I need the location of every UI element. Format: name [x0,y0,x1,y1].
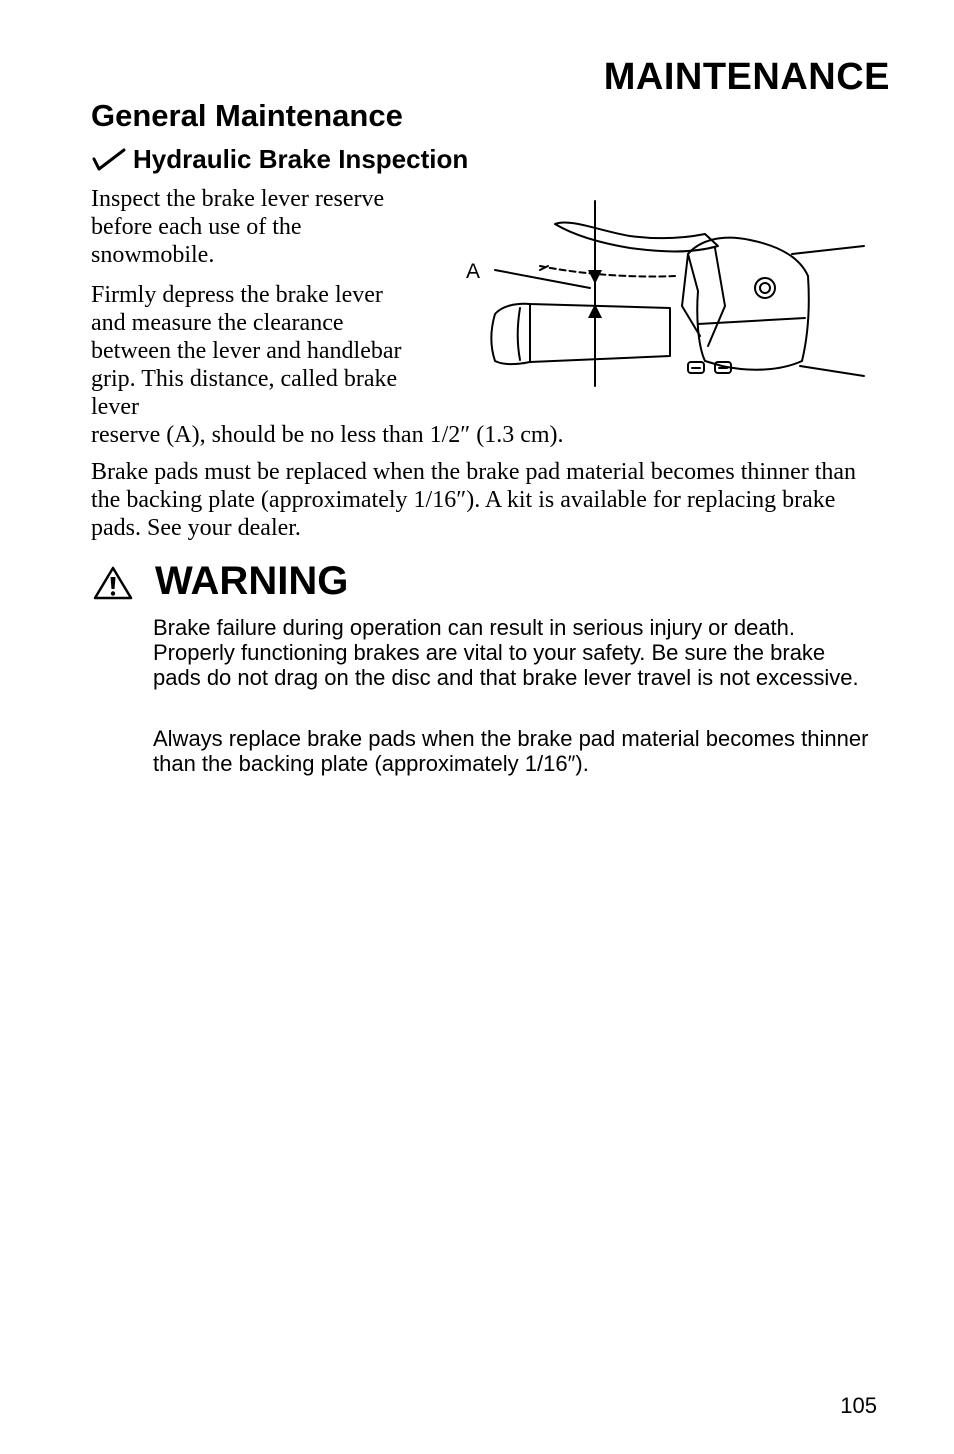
subsection-heading [91,144,468,175]
warning-title: WARNING [155,559,349,603]
page-number: 105 [840,1393,877,1418]
chapter-title: MAINTENANCE [603,56,890,98]
paragraph-depress: Firmly depress the brake lever and measure the clearance between the lever and handlebar grip. This distance, called brake lever [91,282,402,420]
figure-label-a: A [466,260,481,283]
warning-paragraph-failure: Brake failure during operation can result in serious injury or death. Properly functioning brakes are vital to your safety. Be sure the brake pads do not drag on the disc and that brake lever travel is not excessive. [153,615,859,690]
brake-lever-illustration [460,196,870,392]
paragraph-brake-pads: Brake pads must be replaced when the brake pad material becomes thinner than the backing plate (approximately 1/16″). A kit is available for replacing brake pads. See your dealer. [91,459,857,541]
section-title: General Maintenance [91,98,403,133]
paragraph-inspect: Inspect the brake lever reserve before each use of the snowmobile. [91,186,385,268]
warning-triangle-icon [93,566,133,600]
warning-paragraph-replace: Always replace brake pads when the brake pad material becomes thinner than the backing plate (approximately 1/16″). [153,726,869,776]
subsection-title: Hydraulic Brake Inspection [133,144,469,174]
checkmark-icon [91,145,127,175]
paragraph-depress-tail: reserve (A), should be no less than 1/2″ (1.3 cm). [91,422,564,448]
